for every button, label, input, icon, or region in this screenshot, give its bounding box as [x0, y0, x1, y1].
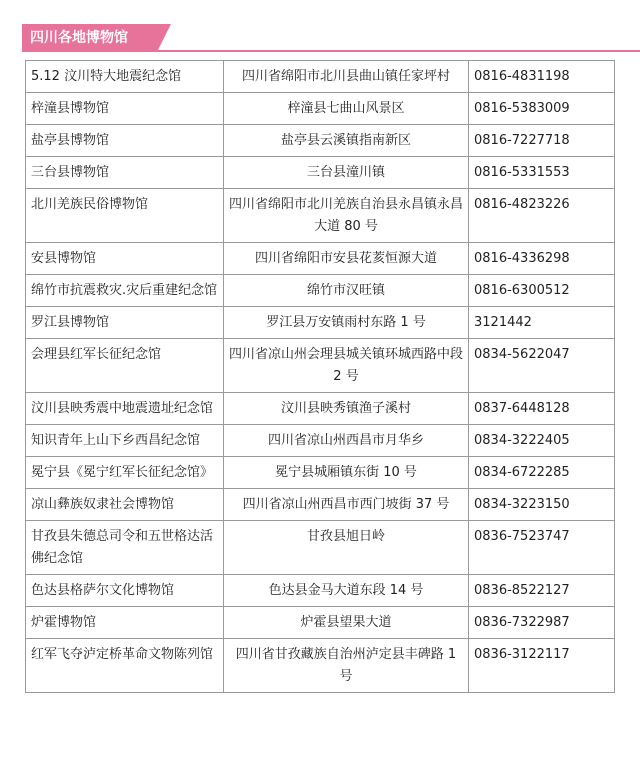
museum-name-cell: 安县博物馆 — [26, 243, 224, 275]
table-row — [26, 393, 615, 425]
museum-phone-cell: 0816-4336298 — [469, 243, 615, 275]
museum-phone-cell: 0816-4823226 — [469, 189, 615, 243]
museum-phone-cell: 0836-3122117 — [469, 639, 615, 693]
table-row — [26, 61, 615, 93]
museum-name-cell: 北川羌族民俗博物馆 — [26, 189, 224, 243]
museum-name-cell: 知识青年上山下乡西昌纪念馆 — [26, 425, 224, 457]
museum-name-cell: 罗江县博物馆 — [26, 307, 224, 339]
table-row — [26, 307, 615, 339]
museum-phone-cell: 0816-7227718 — [469, 125, 615, 157]
museum-name-cell: 凉山彝族奴隶社会博物馆 — [26, 489, 224, 521]
museum-address-cell: 四川省凉山州会理县城关镇环城西路中段 2 号 — [224, 339, 469, 393]
museum-name-cell: 红军飞夺泸定桥革命文物陈列馆 — [26, 639, 224, 693]
museum-address-cell: 甘孜县旭日岭 — [224, 521, 469, 575]
museum-address-cell: 四川省凉山州西昌市月华乡 — [224, 425, 469, 457]
table-row — [26, 521, 615, 575]
museum-address-cell: 罗江县万安镇雨村东路 1 号 — [224, 307, 469, 339]
museum-phone-cell: 0836-7523747 — [469, 521, 615, 575]
table-row — [26, 275, 615, 307]
museum-address-cell: 梓潼县七曲山风景区 — [224, 93, 469, 125]
table-row — [26, 125, 615, 157]
table-row — [26, 157, 615, 189]
museum-phone-cell: 3121442 — [469, 307, 615, 339]
table-row — [26, 639, 615, 693]
museum-phone-cell: 0816-4831198 — [469, 61, 615, 93]
museum-address-cell: 四川省凉山州西昌市西门坡街 37 号 — [224, 489, 469, 521]
museum-phone-cell: 0816-5331553 — [469, 157, 615, 189]
section-header — [22, 24, 640, 52]
museum-name-cell: 盐亭县博物馆 — [26, 125, 224, 157]
museum-name-cell: 三台县博物馆 — [26, 157, 224, 189]
section-title: 四川各地博物馆 — [22, 24, 157, 52]
table-row — [26, 489, 615, 521]
museum-address-cell: 四川省绵阳市北川羌族自治县永昌镇永昌大道 80 号 — [224, 189, 469, 243]
table-row — [26, 189, 615, 243]
museum-phone-cell: 0834-3223150 — [469, 489, 615, 521]
museum-table-body — [26, 61, 615, 693]
museum-name-cell: 会理县红军长征纪念馆 — [26, 339, 224, 393]
museum-name-cell: 色达县格萨尔文化博物馆 — [26, 575, 224, 607]
museum-phone-cell: 0837-6448128 — [469, 393, 615, 425]
museum-name-cell: 绵竹市抗震救灾.灾后重建纪念馆 — [26, 275, 224, 307]
table-row — [26, 457, 615, 489]
museum-address-cell: 四川省绵阳市安县花荄恒源大道 — [224, 243, 469, 275]
museum-address-cell: 三台县潼川镇 — [224, 157, 469, 189]
museum-address-cell: 绵竹市汉旺镇 — [224, 275, 469, 307]
museum-name-cell: 5.12 汶川特大地震纪念馆 — [26, 61, 224, 93]
museum-name-cell: 汶川县映秀震中地震遗址纪念馆 — [26, 393, 224, 425]
museum-phone-cell: 0816-5383009 — [469, 93, 615, 125]
museum-name-cell: 炉霍博物馆 — [26, 607, 224, 639]
museum-name-cell: 甘孜县朱德总司令和五世格达活佛纪念馆 — [26, 521, 224, 575]
museum-phone-cell: 0834-3222405 — [469, 425, 615, 457]
table-row — [26, 575, 615, 607]
museum-name-cell: 冕宁县《冕宁红军长征纪念馆》 — [26, 457, 224, 489]
museum-address-cell: 四川省甘孜藏族自治州泸定县丰碑路 1 号 — [224, 639, 469, 693]
museum-address-cell: 汶川县映秀镇渔子溪村 — [224, 393, 469, 425]
museum-phone-cell: 0834-5622047 — [469, 339, 615, 393]
museum-table — [25, 60, 615, 693]
table-row — [26, 425, 615, 457]
museum-phone-cell: 0836-7322987 — [469, 607, 615, 639]
table-row — [26, 339, 615, 393]
table-row — [26, 93, 615, 125]
table-row — [26, 243, 615, 275]
museum-address-cell: 四川省绵阳市北川县曲山镇任家坪村 — [224, 61, 469, 93]
museum-name-cell: 梓潼县博物馆 — [26, 93, 224, 125]
museum-address-cell: 炉霍县望果大道 — [224, 607, 469, 639]
museum-phone-cell: 0834-6722285 — [469, 457, 615, 489]
museum-address-cell: 冕宁县城厢镇东街 10 号 — [224, 457, 469, 489]
table-row — [26, 607, 615, 639]
museum-address-cell: 盐亭县云溪镇指南新区 — [224, 125, 469, 157]
museum-address-cell: 色达县金马大道东段 14 号 — [224, 575, 469, 607]
museum-phone-cell: 0836-8522127 — [469, 575, 615, 607]
museum-phone-cell: 0816-6300512 — [469, 275, 615, 307]
